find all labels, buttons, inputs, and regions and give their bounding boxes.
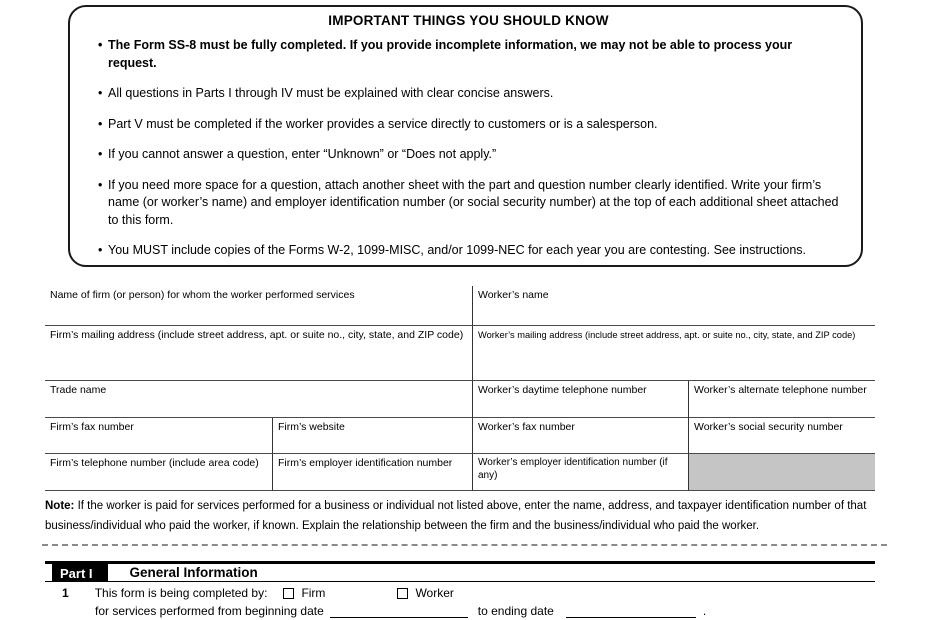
field-worker-alternate-phone-label: Worker’s alternate telephone number [694,384,867,396]
field-trade-name[interactable] [45,381,472,418]
field-worker-ssn[interactable] [688,418,875,454]
to-ending-date-text: to ending date [477,604,554,618]
part1-title: General Information [129,565,258,580]
firm-checkbox[interactable] [283,588,294,599]
field-firm-website[interactable] [272,418,472,454]
part1-badge: Part I [52,564,108,581]
field-worker-alternate-phone[interactable] [688,381,875,418]
bullet-icon [98,116,108,134]
info-bullet-1: • The Form SS-8 must be fully completed. If you provide incomplete information, we may not be able to process your request. [98,37,839,72]
part1-header [45,561,875,582]
field-firm-phone-label: Firm’s telephone number (include area code) [50,457,259,469]
field-worker-daytime-phone[interactable] [472,381,688,418]
dashed-divider [42,544,887,546]
info-bullet-5: • If you need more space for a question, attach another sheet with the part and question number clearly identified. Write your firm’s name (or worker’s name) and employer identification number (or social security number) at the top of each additional sheet attached to this form. [98,177,839,230]
bullet-icon [98,37,108,72]
info-bullet-4: • If you cannot answer a question, enter “Unknown” or “Does not apply.” [98,146,839,164]
field-worker-ein-label: Worker’s employer identification number (if any) [478,457,668,481]
field-firm-website-label: Firm’s website [278,421,345,433]
shaded-cell [688,454,875,491]
field-worker-ssn-label: Worker’s social security number [694,421,843,433]
field-firm-mailing-address-label: Firm’s mailing address (include street address, apt. or suite no., city, state, and ZIP code) [50,329,464,341]
sentence-period: . [702,604,707,618]
question-text: This form is being completed by: [94,586,268,600]
field-firm-ein-label: Firm’s employer identification number [278,457,453,469]
field-trade-name-label: Trade name [50,384,107,396]
bullet-icon [98,177,108,230]
field-firm-fax-label: Firm’s fax number [50,421,134,433]
field-firm-mailing-address[interactable] [45,326,472,381]
question-1-row-2 [45,603,905,619]
services-performed-text: for services performed from beginning date [95,604,324,618]
field-firm-name[interactable] [45,286,472,326]
field-worker-name-label: Worker’s name [478,289,549,301]
field-firm-fax[interactable] [45,418,272,454]
bullet-icon [98,146,108,164]
info-box-title: IMPORTANT THINGS YOU SHOULD KNOW [328,13,609,28]
field-worker-ein[interactable] [472,454,688,491]
beginning-date-input[interactable] [330,605,468,618]
note-paragraph [45,496,877,536]
field-firm-name-label: Name of firm (or person) for whom the worker performed services [50,289,355,301]
info-bullet-6: • You MUST include copies of the Forms W-2, 1099-MISC, and/or 1099-NEC for each year you are contesting. See instructions. [98,242,839,260]
bullet-icon [98,85,108,103]
field-worker-name[interactable] [472,286,875,326]
important-info-box [68,5,863,267]
worker-checkbox-label: Worker [415,586,454,600]
note-text: If the worker is paid for services performed for a business or individual not listed above, enter the name, address, and taxpayer identification number of that business/individual who paid the worker, if known. Explain the relationship between the firm and the business/individual who paid the worker. [45,500,867,532]
ending-date-input[interactable] [566,605,696,618]
worker-checkbox[interactable] [397,588,408,599]
info-bullet-2: • All questions in Parts I through IV must be explained with clear concise answers. [98,85,839,103]
question-1-row-1 [45,585,905,601]
field-worker-mailing-address-label: Worker’s mailing address (include street address, apt. or suite no., city, state, and ZIP code) [478,330,856,340]
field-worker-fax-label: Worker’s fax number [478,421,575,433]
bullet-icon [98,242,108,260]
note-label: Note: [45,500,75,512]
field-firm-phone[interactable] [45,454,272,491]
field-firm-ein[interactable] [272,454,472,491]
question-number: 1 [62,586,69,600]
field-worker-fax[interactable] [472,418,688,454]
info-bullet-3: • Part V must be completed if the worker provides a service directly to customers or is a salesperson. [98,116,839,134]
field-worker-mailing-address[interactable] [472,326,875,381]
firm-worker-fields-table [45,286,875,491]
field-worker-daytime-phone-label: Worker’s daytime telephone number [478,384,647,396]
firm-checkbox-label: Firm [301,586,326,600]
